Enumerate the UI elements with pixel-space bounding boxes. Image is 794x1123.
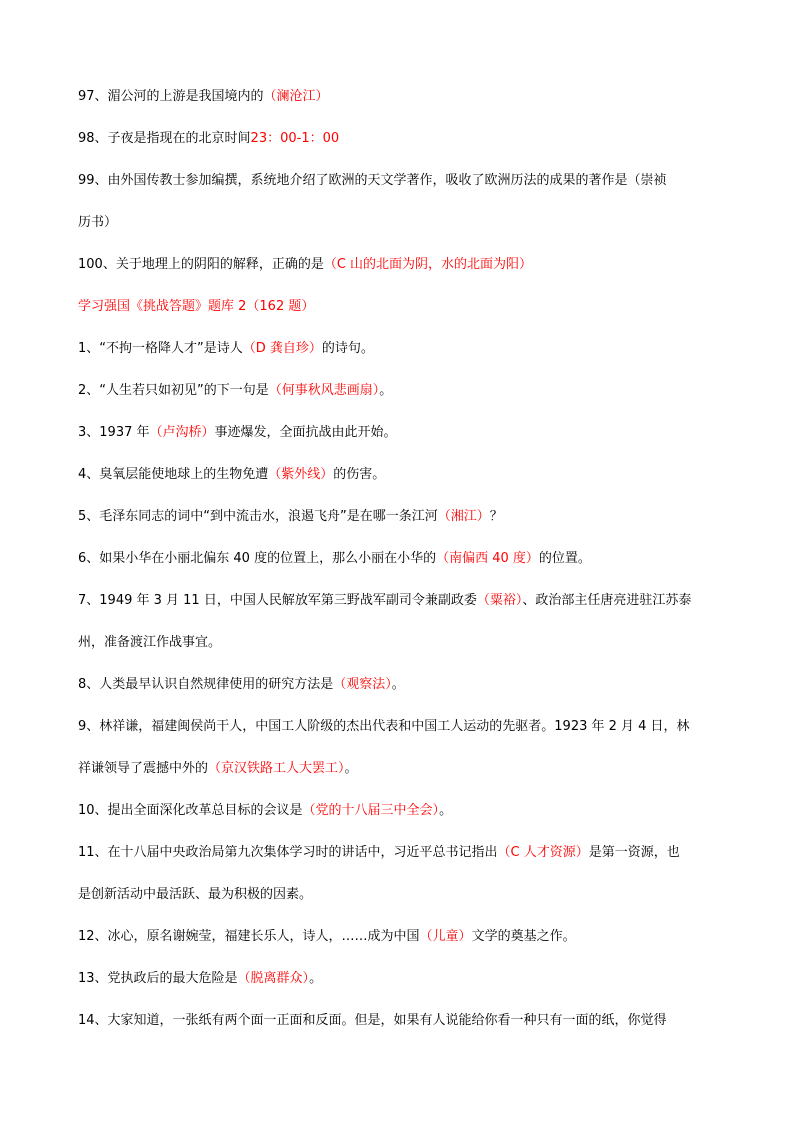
question-text: 1、“不拘一格降人才”是诗人: [78, 341, 243, 356]
question-7-cont: [78, 634, 221, 652]
question-text: 99、由外国传教士参加编撰，系统地介绍了欧洲的天文学著作，吸收了欧洲历法的成果的著作是（崇祯: [78, 173, 667, 188]
question-text: 历书）: [78, 215, 118, 230]
question-99: [78, 172, 667, 190]
question-text: 7、1949 年 3 月 11 日，中国人民解放军第三野战军副司令兼副政委: [78, 593, 477, 608]
question-text-tail: 是第一资源，也: [588, 845, 680, 860]
question-text: 14、大家知道，一张纸有两个面一正面和反面。但是，如果有人说能给你看一种只有一面的纸，你觉得: [78, 1013, 667, 1028]
question-97: [78, 88, 329, 106]
question-13: [78, 970, 322, 988]
question-text: 13、党执政后的最大危险是: [78, 971, 238, 986]
question-98: [78, 130, 339, 148]
question-text-tail: 的位置。: [538, 551, 591, 566]
question-9-cont: [78, 760, 358, 778]
question-text-tail: 的伤害。: [333, 467, 386, 482]
answer-text: （湘江）: [437, 509, 490, 524]
question-11-cont: [78, 886, 312, 904]
question-99-cont: [78, 214, 117, 232]
answer-text: （儿童）: [419, 929, 472, 944]
question-text-tail: ？: [489, 509, 503, 524]
question-11: [78, 844, 680, 862]
question-text-tail: 。: [344, 761, 358, 776]
answer-text: （脱离群众）: [237, 971, 310, 986]
question-text: 97、湄公河的上游是我国境内的: [78, 89, 264, 104]
question-text: 6、如果小华在小丽北偏东 40 度的位置上，那么小丽在小华的: [78, 551, 437, 566]
question-text-tail: 事迹爆发，全面抗战由此开始。: [214, 425, 397, 440]
question-12: [78, 928, 576, 946]
question-text: 9、林祥谦，福建闽侯尚干人，中国工人阶级的杰出代表和中国工人运动的先驱者。1923 年 2 月 4 日，林: [78, 719, 690, 734]
question-2: [78, 382, 392, 400]
question-text-tail: 。: [439, 803, 453, 818]
answer-text: 23：00-1：00: [250, 131, 340, 146]
question-text-tail: 、政治部主任唐亮进驻江苏泰: [522, 593, 692, 608]
section-title: 学习强国《挑战答题》题库 2（162 题）: [78, 299, 315, 314]
question-text: 州，准备渡江作战事宜。: [78, 635, 222, 650]
question-1: [78, 340, 374, 358]
question-4: [78, 466, 385, 484]
question-text-tail: 文学的奠基之作。: [471, 929, 576, 944]
question-100: [78, 256, 532, 274]
question-text: 10、提出全面深化改革总目标的会议是: [78, 803, 303, 818]
question-14: [78, 1012, 667, 1030]
answer-text: （观察法）: [333, 677, 392, 692]
answer-text: （澜沧江）: [263, 89, 329, 104]
question-text: 11、在十八届中央政治局第九次集体学习时的讲话中，习近平总书记指出: [78, 845, 498, 860]
question-text: 2、“人生若只如初见”的下一句是: [78, 383, 269, 398]
question-9: [78, 718, 690, 736]
question-text-tail: 。: [309, 971, 323, 986]
question-text: 5、毛泽东同志的词中“到中流击水，浪遏飞舟”是在哪一条江河: [78, 509, 438, 524]
question-text: 是创新活动中最活跃、最为积极的因素。: [78, 887, 313, 902]
question-text: 4、臭氧层能使地球上的生物免遭: [78, 467, 269, 482]
question-text-tail: 的诗句。: [321, 341, 374, 356]
question-5: [78, 508, 503, 526]
answer-text: （南偏西 40 度）: [436, 551, 539, 566]
answer-text: （D 龚自珍）: [242, 341, 322, 356]
answer-text: （C 人才资源）: [497, 845, 589, 860]
question-7: [78, 592, 691, 610]
answer-text: （粟裕）: [476, 593, 523, 608]
question-8: [78, 676, 405, 694]
answer-text: （C 山的北面为阴，水的北面为阳）: [323, 257, 533, 272]
question-text: 98、子夜是指现在的北京时间: [78, 131, 251, 146]
question-text: 100、关于地理上的阴阳的解释，正确的是: [78, 257, 324, 272]
question-3: [78, 424, 397, 442]
answer-text: （何事秋风悲画扇）: [268, 383, 380, 398]
question-6: [78, 550, 591, 568]
question-text-tail: 。: [391, 677, 405, 692]
question-text: 祥谦领导了震撼中外的: [78, 761, 209, 776]
section-heading: [78, 298, 314, 316]
question-text: 8、人类最早认识自然规律使用的研究方法是: [78, 677, 334, 692]
answer-text: （紫外线）: [268, 467, 334, 482]
question-10: [78, 802, 452, 820]
question-text-tail: 。: [379, 383, 393, 398]
answer-text: （卢沟桥）: [149, 425, 215, 440]
answer-text: （京汉铁路工人大罢工）: [208, 761, 345, 776]
question-text: 3、1937 年: [78, 425, 150, 440]
answer-text: （党的十八届三中全会）: [302, 803, 440, 818]
question-text: 12、冰心，原名谢婉莹，福建长乐人，诗人，……成为中国: [78, 929, 420, 944]
